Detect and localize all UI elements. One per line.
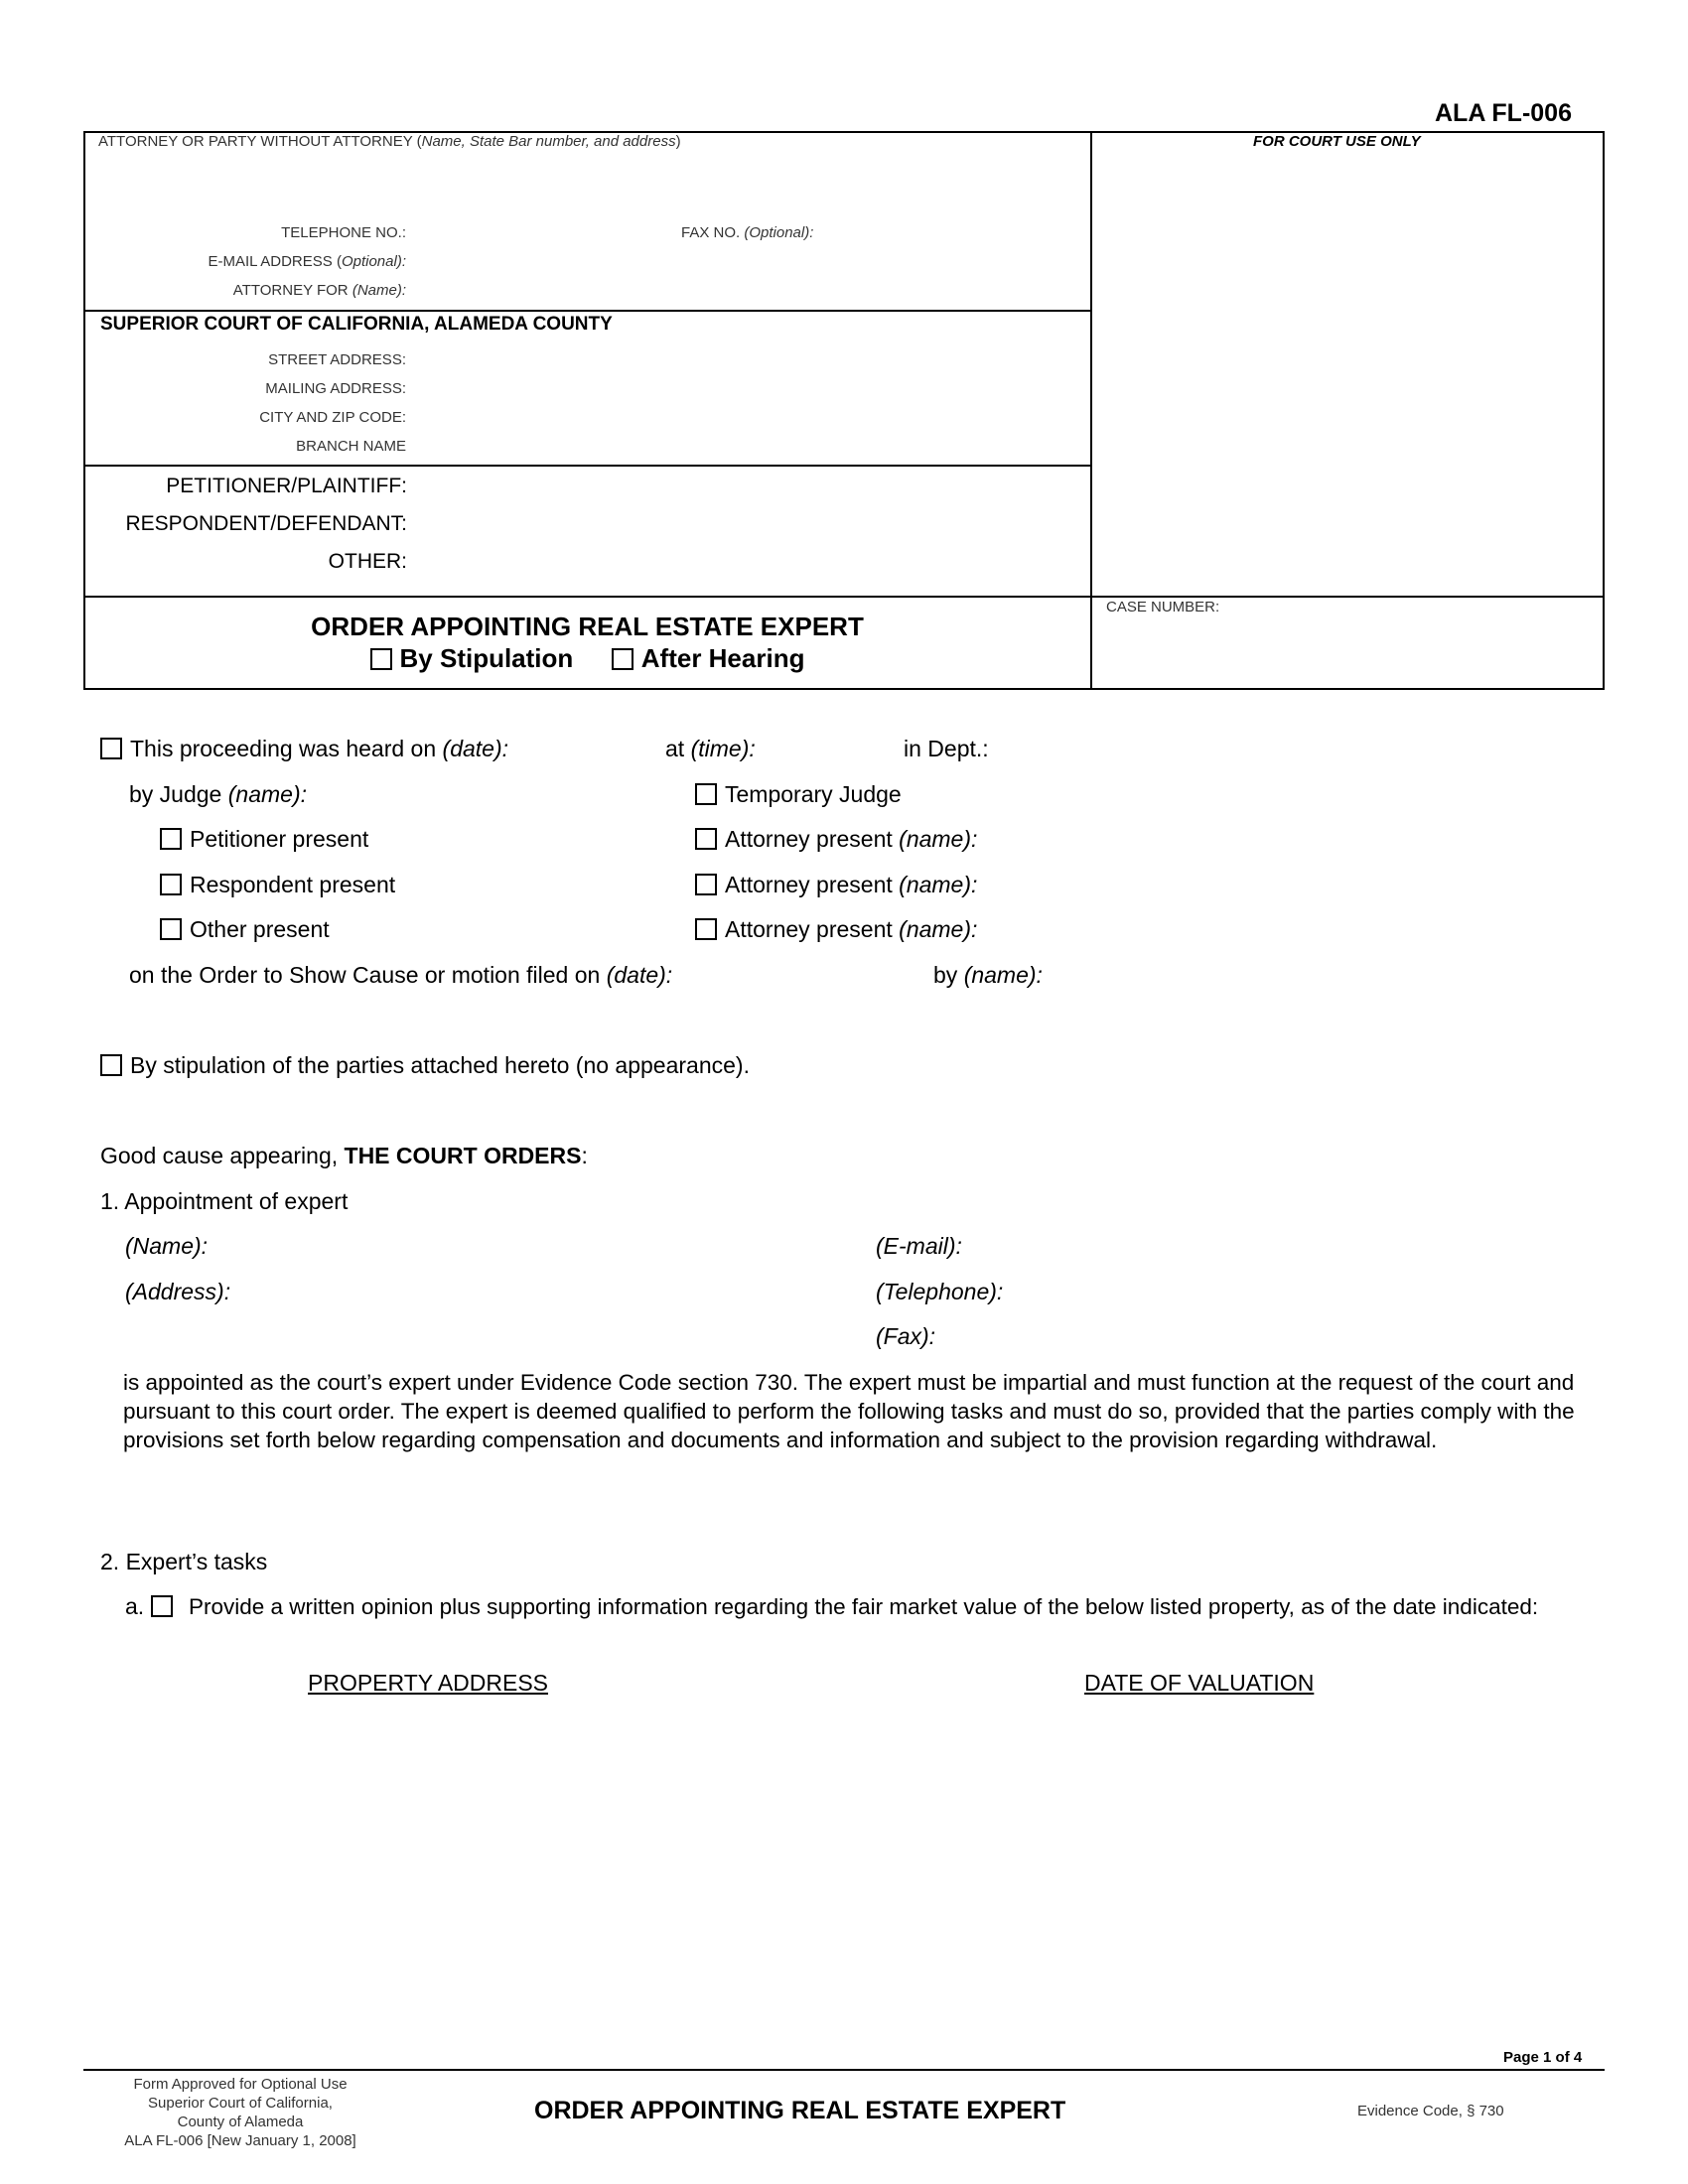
respondent-present-checkbox[interactable] bbox=[160, 874, 182, 895]
temporary-judge-line: Temporary Judge bbox=[695, 781, 902, 808]
footer-rule bbox=[83, 2069, 1605, 2071]
attorney-for-label: ATTORNEY FOR (Name): bbox=[232, 282, 406, 299]
attorney-label: ATTORNEY OR PARTY WITHOUT ATTORNEY (Name, State Bar number, and address) bbox=[98, 133, 681, 150]
respondent-label: RESPONDENT/DEFENDANT: bbox=[125, 512, 407, 535]
osc-by-label: by (name): bbox=[933, 962, 1043, 988]
attorney-section-divider bbox=[83, 310, 1091, 312]
footer-approval: Form Approved for Optional Use Superior Court of California, County of Alameda ALA FL-006 [New January 1, 2008] bbox=[124, 2076, 356, 2149]
expert-email-label: (E-mail): bbox=[876, 1233, 962, 1259]
title-options bbox=[83, 643, 1091, 674]
telephone-label: TELEPHONE NO.: bbox=[281, 224, 406, 241]
temporary-judge-checkbox[interactable] bbox=[695, 783, 717, 805]
court-section-divider bbox=[83, 465, 1091, 467]
court-use-label: FOR COURT USE ONLY bbox=[1253, 133, 1421, 150]
other-present-checkbox[interactable] bbox=[160, 918, 182, 940]
footer-code: Evidence Code, § 730 bbox=[1357, 2103, 1504, 2119]
fax-label: FAX NO. (Optional): bbox=[681, 224, 814, 241]
case-number-label: CASE NUMBER: bbox=[1106, 599, 1220, 615]
hearing-dept-label: in Dept.: bbox=[904, 736, 989, 761]
item2a-text: Provide a written opinion plus supporting information regarding the fair market value of the below listed property, as of the date indicated: bbox=[189, 1594, 1539, 1619]
expert-name-label: (Name): bbox=[125, 1233, 209, 1259]
petitioner-present-line: Petitioner present bbox=[160, 826, 368, 853]
expert-telephone-label: (Telephone): bbox=[876, 1279, 1004, 1304]
expert-address-label: (Address): bbox=[125, 1279, 231, 1304]
attorney-present-line-1: Attorney present (name): bbox=[695, 826, 977, 853]
branch-name-label: BRANCH NAME bbox=[296, 438, 406, 455]
appointment-paragraph: is appointed as the court’s expert under Evidence Code section 730. The expert must be impartial and must function at the request of the court and pursuant to this court order. The expert is deemed qualified to perform the following tasks and must do so, provided that the parties comply with the provisions set forth below regarding compensation and documents and information and subject to the provision regarding withdrawal. bbox=[123, 1370, 1575, 1452]
heard-on-line: This proceeding was heard on (date): bbox=[100, 736, 508, 762]
after-hearing-label: After Hearing bbox=[640, 643, 805, 673]
email-label: E-MAIL ADDRESS (Optional): bbox=[208, 253, 406, 270]
property-address-header: PROPERTY ADDRESS bbox=[308, 1670, 549, 1696]
after-hearing-checkbox[interactable] bbox=[612, 648, 633, 670]
stipulation-line: By stipulation of the parties attached hereto (no appearance). bbox=[100, 1052, 750, 1079]
item1-title: 1. Appointment of expert bbox=[100, 1188, 349, 1214]
stipulation-checkbox[interactable] bbox=[100, 1054, 122, 1076]
attorney-present-checkbox-2[interactable] bbox=[695, 874, 717, 895]
street-address-label: STREET ADDRESS: bbox=[268, 351, 406, 368]
item2a-prefix: a. bbox=[125, 1593, 181, 1620]
good-cause-line: Good cause appearing, THE COURT ORDERS: bbox=[100, 1143, 588, 1168]
by-stipulation-label: By Stipulation bbox=[399, 643, 574, 673]
attorney-present-checkbox-3[interactable] bbox=[695, 918, 717, 940]
footer-title: ORDER APPOINTING REAL ESTATE EXPERT bbox=[534, 2097, 1066, 2124]
item2-title: 2. Expert’s tasks bbox=[100, 1549, 268, 1574]
attorney-present-line-2: Attorney present (name): bbox=[695, 872, 977, 898]
hearing-time-label: at (time): bbox=[665, 736, 756, 761]
form-id: ALA FL-006 bbox=[1435, 99, 1572, 127]
respondent-present-line: Respondent present bbox=[160, 872, 395, 898]
expert-fax-label: (Fax): bbox=[876, 1323, 936, 1349]
date-of-valuation-header: DATE OF VALUATION bbox=[1084, 1670, 1315, 1696]
mailing-address-label: MAILING ADDRESS: bbox=[265, 380, 406, 397]
form-title: ORDER APPOINTING REAL ESTATE EXPERT bbox=[311, 612, 864, 641]
other-present-line: Other present bbox=[160, 916, 330, 943]
osc-line: on the Order to Show Cause or motion filed on (date): bbox=[129, 962, 673, 988]
by-stipulation-checkbox[interactable] bbox=[370, 648, 392, 670]
city-zip-label: CITY AND ZIP CODE: bbox=[259, 409, 406, 426]
heard-on-checkbox[interactable] bbox=[100, 738, 122, 759]
attorney-present-line-3: Attorney present (name): bbox=[695, 916, 977, 943]
petitioner-present-checkbox[interactable] bbox=[160, 828, 182, 850]
attorney-present-checkbox-1[interactable] bbox=[695, 828, 717, 850]
court-name: SUPERIOR COURT OF CALIFORNIA, ALAMEDA COUNTY bbox=[100, 314, 613, 335]
caption-column-divider bbox=[1090, 131, 1092, 690]
petitioner-label: PETITIONER/PLAINTIFF: bbox=[166, 475, 407, 497]
by-judge-label: by Judge (name): bbox=[129, 781, 307, 807]
other-label: OTHER: bbox=[328, 550, 407, 573]
page-number: Page 1 of 4 bbox=[1503, 2049, 1583, 2066]
title-section-divider bbox=[83, 596, 1605, 598]
